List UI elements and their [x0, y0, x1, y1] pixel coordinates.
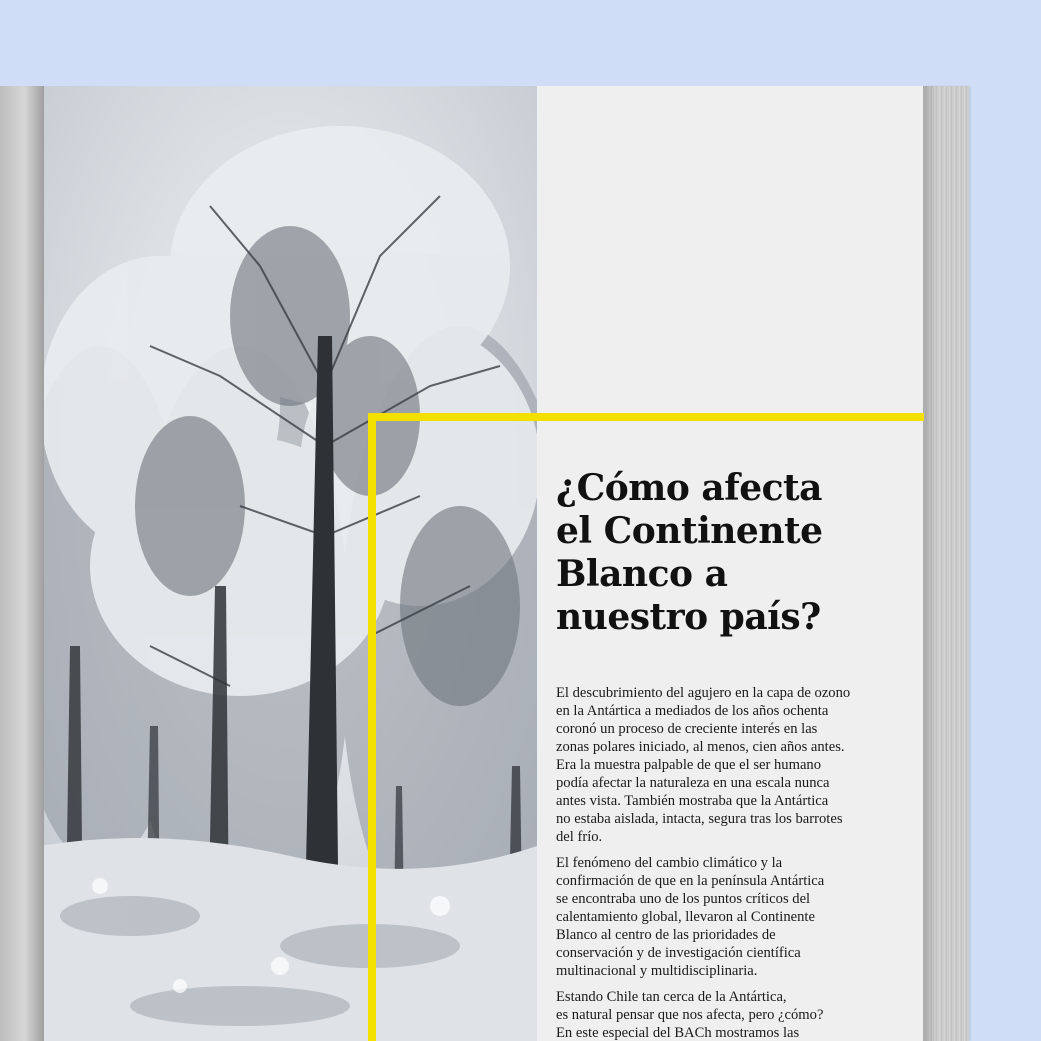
body-line: en la Antártica a mediados de los años ochenta	[556, 703, 829, 719]
body-line: confirmación de que en la península Antártica	[556, 873, 825, 889]
article-body	[556, 684, 886, 1041]
article-headline	[556, 467, 906, 639]
headline-line: Blanco a	[556, 553, 728, 595]
snowy-forest-illustration	[40, 86, 537, 1041]
yellow-frame-left-line	[368, 413, 376, 1041]
left-page	[0, 86, 537, 1041]
body-paragraph-3	[556, 988, 886, 1041]
body-line: se encontraba uno de los puntos críticos del	[556, 891, 811, 907]
headline-line: el Continente	[556, 510, 823, 552]
body-line: En este especial del BACh mostramos las	[556, 1025, 800, 1041]
page-edge-shadow	[923, 86, 937, 1041]
page-edges	[923, 86, 969, 1041]
body-line: Blanco al centro de las prioridades de	[556, 927, 776, 943]
body-line: es natural pensar que nos afecta, pero ¿cómo?	[556, 1007, 824, 1023]
body-paragraph-2	[556, 854, 886, 980]
body-line: conservación y de investigación científica	[556, 945, 801, 961]
body-line: Estando Chile tan cerca de la Antártica,	[556, 989, 787, 1005]
page-fold-shadow	[0, 86, 44, 1041]
body-paragraph-1	[556, 684, 886, 846]
body-line: El descubrimiento del agujero en la capa de ozono	[556, 685, 851, 701]
body-line: podía afectar la naturaleza en una escala nunca	[556, 775, 830, 791]
body-line: coronó un proceso de creciente interés en las	[556, 721, 818, 737]
body-line: multinacional y multidisciplinaria.	[556, 963, 758, 979]
yellow-frame-top-line	[368, 413, 924, 421]
body-line: Era la muestra palpable de que el ser humano	[556, 757, 822, 773]
headline-line: nuestro país?	[556, 596, 821, 638]
headline-line: ¿Cómo afecta	[556, 467, 822, 509]
body-line: El fenómeno del cambio climático y la	[556, 855, 783, 871]
body-line: calentamiento global, llevaron al Continente	[556, 909, 815, 925]
body-line: antes vista. También mostraba que la Antártica	[556, 793, 829, 809]
body-line: del frío.	[556, 829, 603, 845]
snowy-forest-photo	[40, 86, 537, 1041]
body-line: no estaba aislada, intacta, segura tras los barrotes	[556, 811, 843, 827]
body-line: zonas polares iniciado, al menos, cien años antes.	[556, 739, 845, 755]
